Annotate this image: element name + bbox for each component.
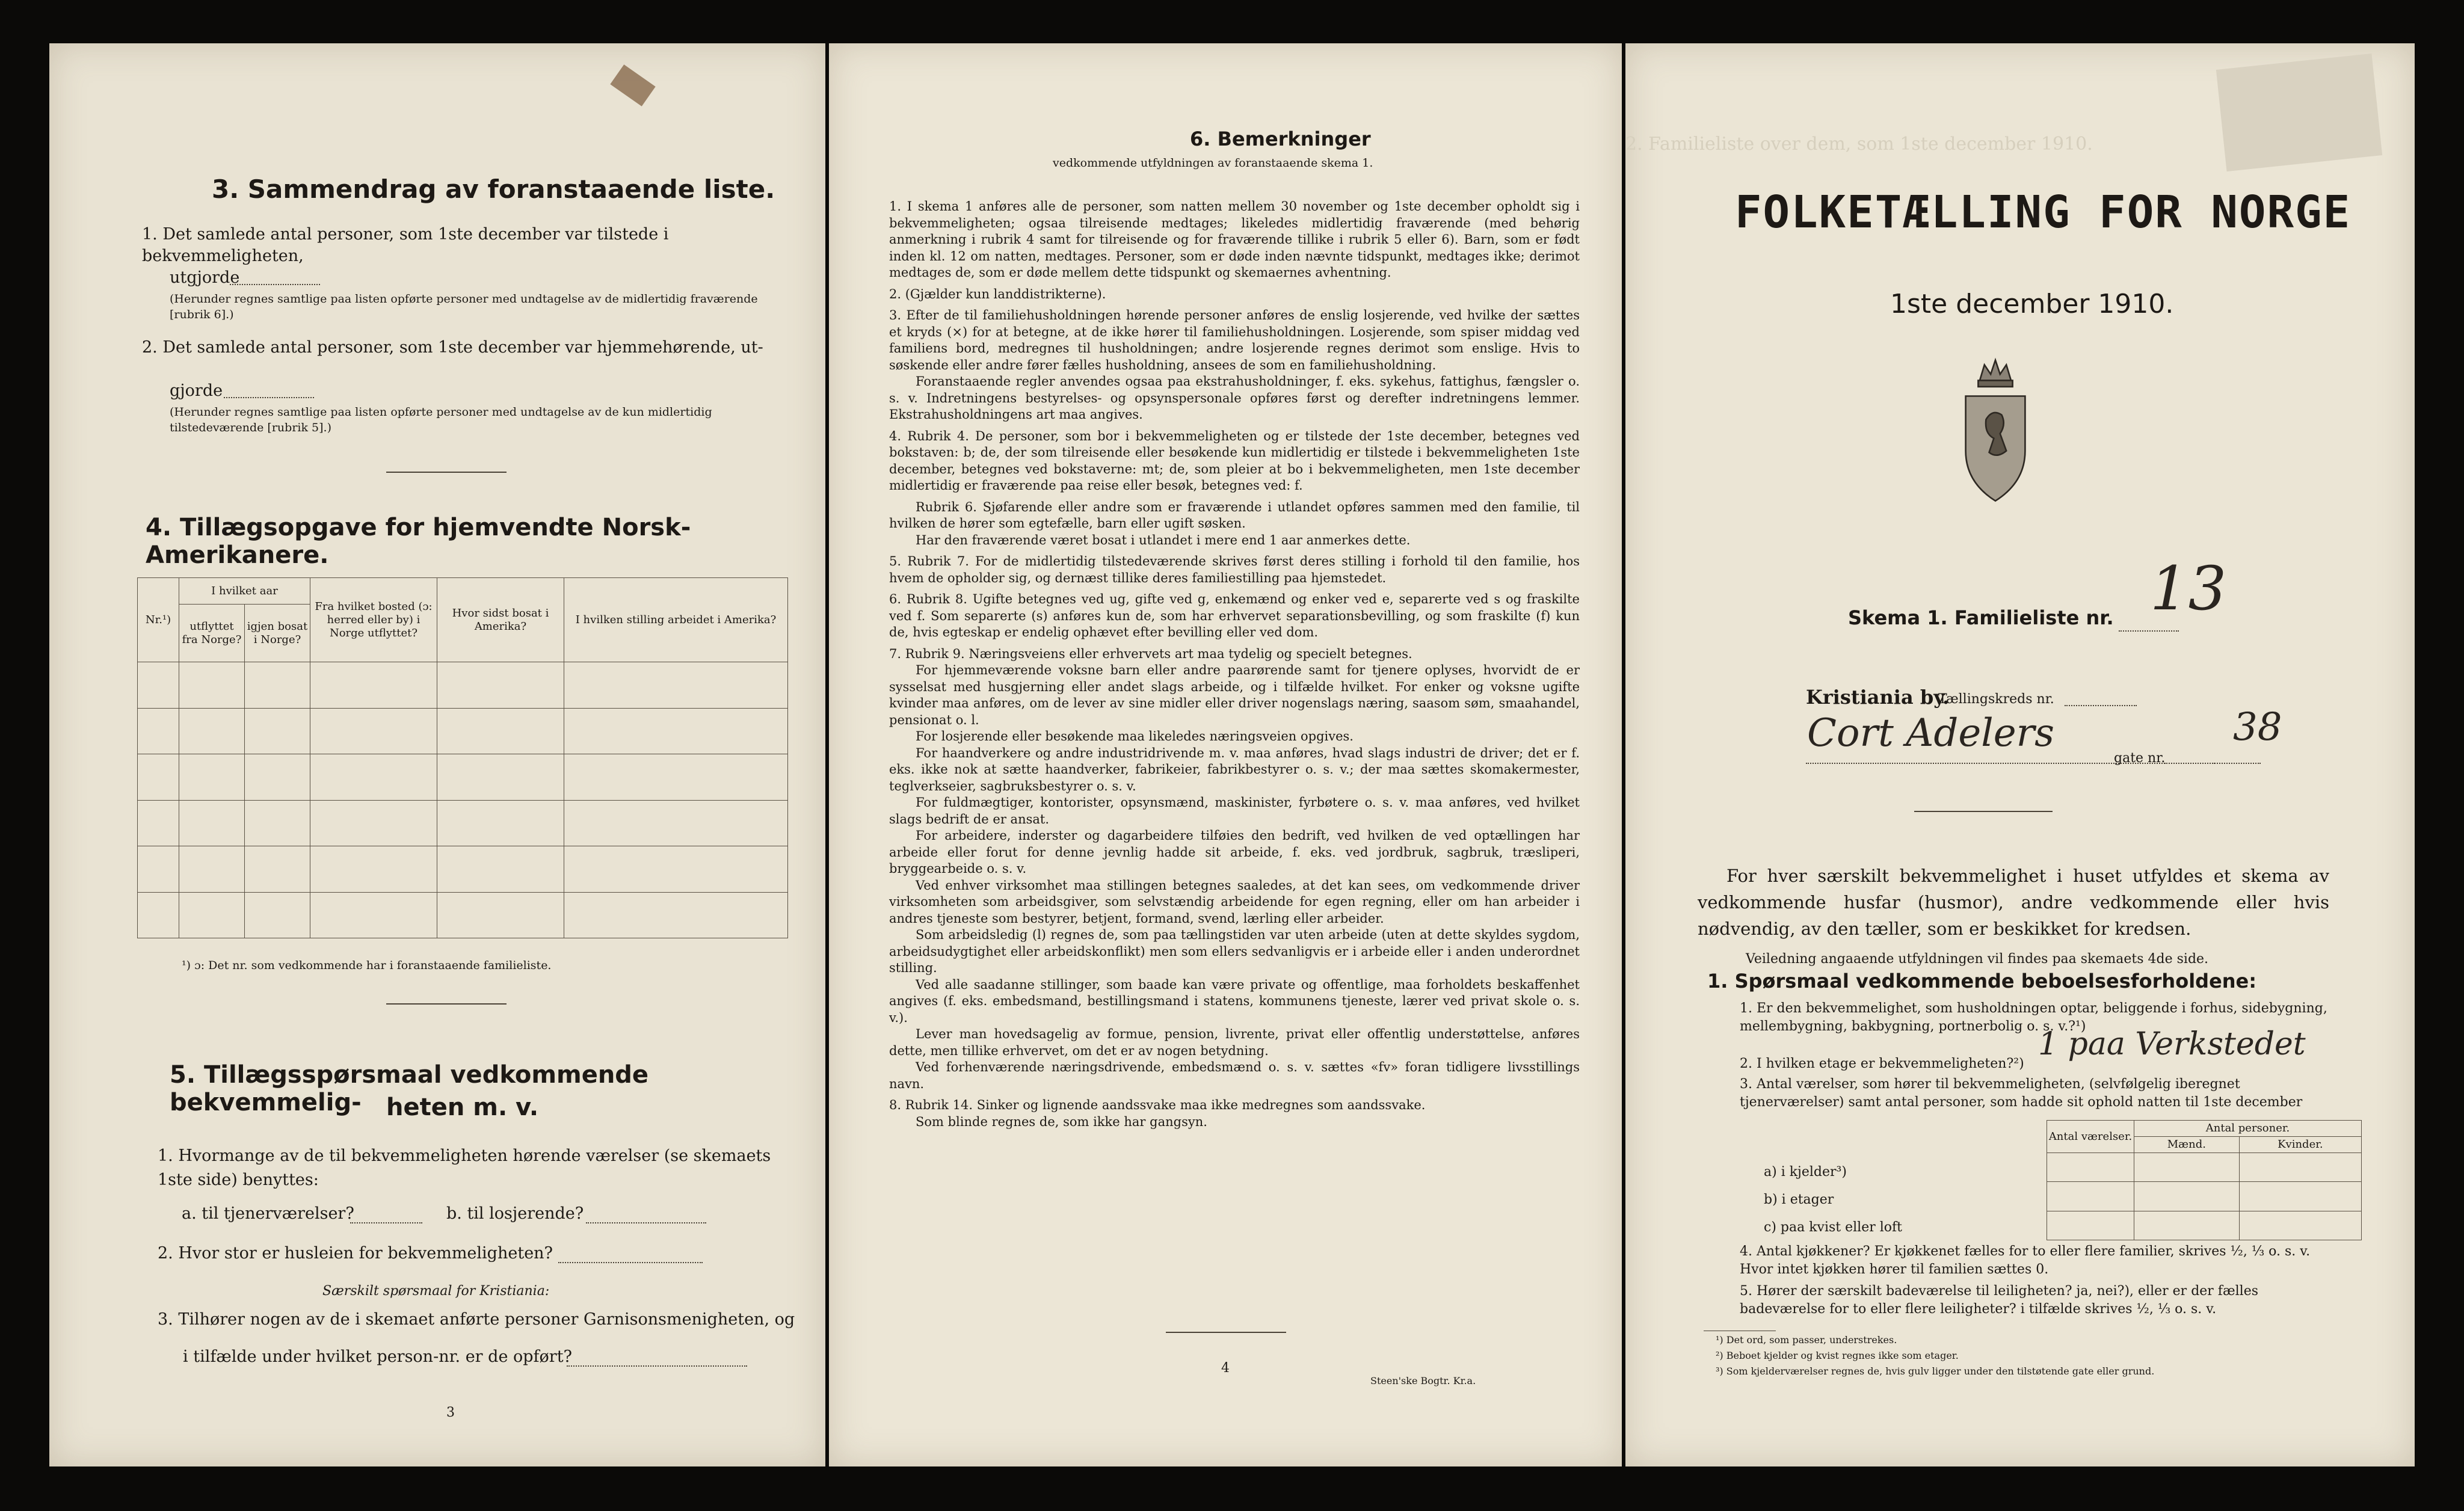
norwegian-lion-coat-of-arms-icon: [1956, 356, 2034, 506]
col-nr: Nr.¹): [138, 578, 179, 662]
norsk-amerikanere-table: [137, 577, 788, 938]
q1-item-4: 4. Antal kjøkkener? Er kjøkkenet fælles for to eller flere familier, skrives ½, ⅓ o. s. v. Hvor intet kjøkken hører til familien sættes 0.: [1740, 1244, 2311, 1277]
remark-4b: Rubrik 6. Sjøfarende eller andre som er fraværende i utlandet opføres sammen med den familie, til hvilken de hører som egtefælle, barn eller ugift søsken.: [889, 499, 1580, 531]
remark-7i: Ved alle saadanne stillinger, som baade kan være private og offentlige, maa forholdets beskaffenhet angives (f. eks. embedsmand, bestillingsmand i statens, kommunens tjeneste, lærer ved privat skole o. s. v.).: [889, 977, 1580, 1025]
section-5-special-note: Særskilt spørsmaal for Kristiania:: [322, 1284, 550, 1299]
remark-7j: Lever man hovedsagelig av formue, pension, livrente, privat eller offentlig understøttelse, anføres dette, men tillike erhvervet, om det er av nogen betydning.: [889, 1027, 1580, 1058]
printer-mark: Steen'ske Bogtr. Kr.a.: [1370, 1375, 1476, 1386]
remark-7g: Ved enhver virksomhet maa stillingen betegnes saaledes, at det kan sees, om vedkommende driver virksomheten som arbeidsgiver, som selvstændig arbeidende for egen regning, eller om han arbeider i andres tjeneste som bestyrer, betjent, formand, svend, lærling eller arbeider.: [889, 878, 1580, 926]
faded-bleed-header: 2. Familieliste over dem, som 1ste december 1910.: [1625, 134, 2093, 155]
col-women: Kvinder.: [2239, 1137, 2361, 1153]
remarks-heading: 6. Bemerkninger: [1190, 128, 1371, 150]
section-3-item-1-note: (Herunder regnes samtlige paa listen opførte personer med undtagelse av de midlertidig fraværende [rubrik 6].): [170, 292, 758, 321]
rooms-row-b: b) i etager: [1764, 1192, 1834, 1207]
rooms-table: [2047, 1120, 2362, 1240]
page-4: [829, 43, 1622, 1466]
remarks-subheading: vedkommende utfyldningen av foranstaaende skema 1.: [1053, 156, 1373, 170]
section-4-footnote: ¹) ɔ: Det nr. som vedkommende har i foranstaaende familieliste.: [182, 959, 552, 972]
section-5-heading-line-2: heten m. v.: [386, 1094, 539, 1121]
section-5-question-3: 3. Tilhører nogen av de i skemaet anførte personer Garnisonsmenigheten, og: [158, 1310, 795, 1329]
remark-4c: Har den fraværende været bosat i utlandet i mere end 1 aar anmerkes dette.: [916, 532, 1411, 547]
section-4-heading: 4. Tillægsopgave for hjemvendte Norsk-Amerikanere.: [146, 514, 691, 569]
remark-3b: Foranstaaende regler anvendes ogsaa paa ekstrahusholdninger, f. eks. sykehus, fattighus, fængsler o. s. v. Indretningens bestyrelses- og opsynspersonale opføres først og derefter indretningens lemmer. Ekstrahusholdningens art maa angives.: [889, 374, 1580, 422]
tape-mark: [610, 64, 655, 106]
remark-8: 8. Rubrik 14. Sinker og lignende aandssvake maa ikke medregnes som aandssvake.: [889, 1098, 1426, 1112]
q1-item-1: 1. Er den bekvemmelighet, som husholdningen optar, beliggende i forhus, sidebygning, mellembygning, bakbygning, portnerbolig o. s. v.?¹): [1740, 1001, 2327, 1034]
section-5-question-1b: b. til losjerende?: [446, 1204, 584, 1223]
col-rooms: Antal værelser.: [2047, 1121, 2134, 1153]
q1-item-3: 3. Antal værelser, som hører til bekvemmeligheten, (selvfølgelig iberegnet tjenerværelser) samt antal personer, som hadde sit ophold natten til 1ste december: [1740, 1077, 2303, 1110]
page-3: [49, 43, 825, 1466]
page-number: 4: [1221, 1361, 1230, 1376]
q1-heading: 1. Spørsmaal vedkommende beboelsesforholdene:: [1707, 970, 2257, 992]
date: 1ste december 1910.: [1890, 289, 2174, 319]
remark-7d: For haandverkere og andre industridrivende m. v. maa anføres, hvad slags industri de driver; det er f. eks. ikke nok at sætte haandverker, fabrikeier, fabrikbestyrer o. s. v.; der maa sættes skomakermester, teglverkseier, sagbruksbestyrer o. s. v.: [889, 745, 1580, 793]
table-row[interactable]: [138, 892, 788, 938]
section-5-question-1a: a. til tjenerværelser?: [182, 1204, 354, 1223]
col-pos: I hvilken stilling arbeidet i Amerika?: [564, 578, 788, 662]
table-row[interactable]: [138, 754, 788, 801]
section-5-question-3b: i tilfælde under hvilket person-nr. er de opført?: [183, 1347, 573, 1366]
title: FOLKETÆLLING FOR NORGE: [1735, 186, 2352, 238]
street-number[interactable]: 38: [2233, 705, 2282, 749]
remark-7b: For hjemmeværende voksne barn eller andre paarørende samt for tjenere oplyses, hvorvidt de er sysselsat med husgjerning eller andet slags arbeide, og i tilfælde hvilket. For enker og voksne ugifte kvinder maa anføres, om de lever av sine midler eller driver nogenslags næring, saasom søm, smaahandel, pensionat o. l.: [889, 663, 1580, 727]
table-row[interactable]: [138, 708, 788, 754]
section-5-question-2: 2. Hvor stor er husleien for bekvemmeligheten?: [158, 1244, 553, 1263]
remark-5: 5. Rubrik 7. For de midlertidig tilstedeværende skrives først deres stilling i forhold til den familie, hos hvem de opholder sig, og dernæst tillike deres familiestilling paa hjemstedet.: [889, 554, 1580, 585]
col-emig: utflyttet fra Norge?: [179, 605, 245, 662]
remark-8b: Som blinde regnes de, som ikke har gangsyn.: [916, 1114, 1207, 1129]
remark-7f: For arbeidere, inderster og dagarbeidere tilføies den bedrift, ved hvilken de ved optællingen har arbeide eller forut for denne jevnlig hadde sit arbeide, f. eks. ved jordbruk, sagbruk, træsliperi, bryggearbeide o. s. v.: [889, 828, 1580, 876]
footnote-1: ¹) Det ord, som passer, understrekes.: [1716, 1334, 1897, 1346]
q1-item-2: 2. I hvilken etage er bekvemmeligheten?²): [1740, 1056, 2024, 1071]
table-row[interactable]: [138, 800, 788, 846]
rooms-row-a: a) i kjelder³): [1764, 1165, 1847, 1180]
intro-note: Veiledning angaaende utfyldningen vil findes paa skemaets 4de side.: [1746, 952, 2209, 967]
footnote-2: ²) Beboet kjelder og kvist regnes ikke som etager.: [1716, 1350, 1959, 1361]
table-row[interactable]: [138, 846, 788, 893]
page-1-front: [1625, 43, 2415, 1466]
section-5-heading-line-1: 5. Tillægsspørsmaal vedkommende bekvemmelig-: [170, 1061, 649, 1116]
remark-7k: Ved forhenværende næringsdrivende, embedsmænd o. s. v. sættes «fv» foran tidligere livsstillings navn.: [889, 1060, 1580, 1091]
page-number: 3: [446, 1405, 455, 1420]
col-men: Mænd.: [2134, 1137, 2240, 1153]
remark-7e: For fuldmægtiger, kontorister, opsynsmænd, maskinister, fyrbøtere o. s. v. maa anføres, ved hvilket slags bedrift de er ansat.: [889, 795, 1580, 826]
city: Kristiania by.: [1806, 686, 1950, 709]
schema-number[interactable]: 13: [2150, 553, 2227, 624]
remark-3: 3. Efter de til familiehusholdningen hørende personer anføres de enslig losjerende, ved hvilke der sættes et kryds (×) for at betegne, at de ikke hører til familiehusholdningen. Losjerende, som spiser middag ved familiens bord, medregnes til husholdningen; andre losjerende regnes derimot som enslige. Hvis to søskende eller andre fører fælles husholdning, ansees de som en familiehusholdning.: [889, 308, 1580, 372]
section-5-question-1: 1. Hvormange av de til bekvemmeligheten hørende værelser (se skemaets 1ste side) benyttes:: [158, 1146, 771, 1189]
section-3-item-2b: gjorde: [170, 381, 223, 400]
intro-text: For hver særskilt bekvemmelighet i huset utfyldes et skema av vedkommende husfar (husmor), andre vedkommende eller hvis nødvendig, av den tæller, som er beskikket for kredsen.: [1698, 866, 2329, 939]
col-from: Fra hvilket bosted (ɔ: herred eller by) i Norge utflyttet?: [310, 578, 437, 662]
table-row[interactable]: [138, 662, 788, 709]
schema-label: Skema 1. Familieliste nr.: [1848, 606, 2114, 629]
paper-patch: [2216, 54, 2382, 171]
remark-6: 6. Rubrik 8. Ugifte betegnes ved ug, gifte ved g, enkemænd og enker ved e, separerte ved s og fraskilte ved f. Som separerte (s) anføres kun de, som har erhvervet separationsbevilling, og som fraskilte (f) kun de, hvis egteskap er endelig ophævet efter bevilling eller ved dom.: [889, 592, 1580, 639]
rooms-row-c: c) paa kvist eller loft: [1764, 1220, 1903, 1235]
table-row[interactable]: [2047, 1153, 2362, 1182]
section-3-item-2: 2. Det samlede antal personer, som 1ste december var hjemmehørende, ut-: [142, 338, 763, 357]
col-persons: Antal personer.: [2134, 1121, 2362, 1137]
section-3-item-1b: utgjorde: [170, 268, 240, 287]
table-row[interactable]: [2047, 1211, 2362, 1240]
remark-7: 7. Rubrik 9. Næringsveiens eller erhvervets art maa tydelig og specielt betegnes.: [889, 646, 1412, 661]
tellingskreds-label: Tællingskreds nr.: [1938, 692, 2054, 707]
table-row[interactable]: [2047, 1182, 2362, 1211]
section-3-item-2-note: (Herunder regnes samtlige paa listen opførte personer med undtagelse av de kun midlertidig tilstedeværende [rubrik 5].): [170, 405, 712, 434]
ornament: [1914, 811, 2053, 812]
remark-7h: Som arbeidsledig (l) regnes de, som paa tællingstiden var uten arbeide (uten at dette skyldes sygdom, arbeidsudygtighet eller arbeidskonflikt) men som ellers sedvanligvis er i arbeide eller i anden underordnet stilling.: [889, 928, 1580, 975]
remark-1: 1. I skema 1 anføres alle de personer, som natten mellem 30 november og 1ste december opholdt sig i bekvemmeligheten; ogsaa tilreisende medtages; likeledes midlertidig fraværende (med behørig anmerkning i rubrik 4 samt for tilreisende og for fraværende tillike i rubrik 5 eller 6). Barn, som er født inden kl. 12 om natten, medtages. Personer, som er døde inden nævnte tidspunkt, medtages ikke; derimot medtages de, som er døde mellem dette tidspunkt og skemaernes avhentning.: [889, 199, 1580, 280]
street-name[interactable]: Cort Adelers: [1807, 711, 2054, 756]
footnote-3: ³) Som kjelderværelser regnes de, hvis gulv ligger under den tilstøtende gate eller grund.: [1716, 1365, 2155, 1377]
section-3-heading: 3. Sammendrag av foranstaaende liste.: [212, 174, 775, 204]
remark-2: 2. (Gjælder kun landdistrikterne).: [889, 286, 1106, 301]
col-last: Hvor sidst bosat i Amerika?: [437, 578, 564, 662]
col-ret: igjen bosat i Norge?: [245, 605, 310, 662]
q1-item-2-answer[interactable]: 1 paa Verkstedet: [2038, 1026, 2306, 1062]
q1-item-5: 5. Hører der særskilt badeværelse til leiligheten? ja, nei?), eller er der fælles badeværelse for to eller flere leiligheter? i tilfælde skrives ½, ⅓ o. s. v.: [1740, 1284, 2259, 1317]
col-year: I hvilket aar: [179, 578, 310, 605]
remark-4: 4. Rubrik 4. De personer, som bor i bekvemmeligheten og er tilstede der 1ste december, betegnes ved bokstaven: b; de, der som tilreisende eller besøkende kun midlertidig er tilstede i bekvemmeligheten 1ste december, betegnes ved bokstaverne: mt; de, som pleier at bo i bekvemmeligheten, men 1ste december midlertidig er fraværende paa reise eller besøk, betegnes ved: f.: [889, 428, 1580, 493]
gate-label: gate nr.: [2114, 751, 2166, 766]
section-3-item-1: 1. Det samlede antal personer, som 1ste december var tilstede i bekvemmeligheten,: [142, 225, 669, 265]
remark-7c: For losjerende eller besøkende maa likeledes næringsveien opgives.: [916, 729, 1354, 743]
